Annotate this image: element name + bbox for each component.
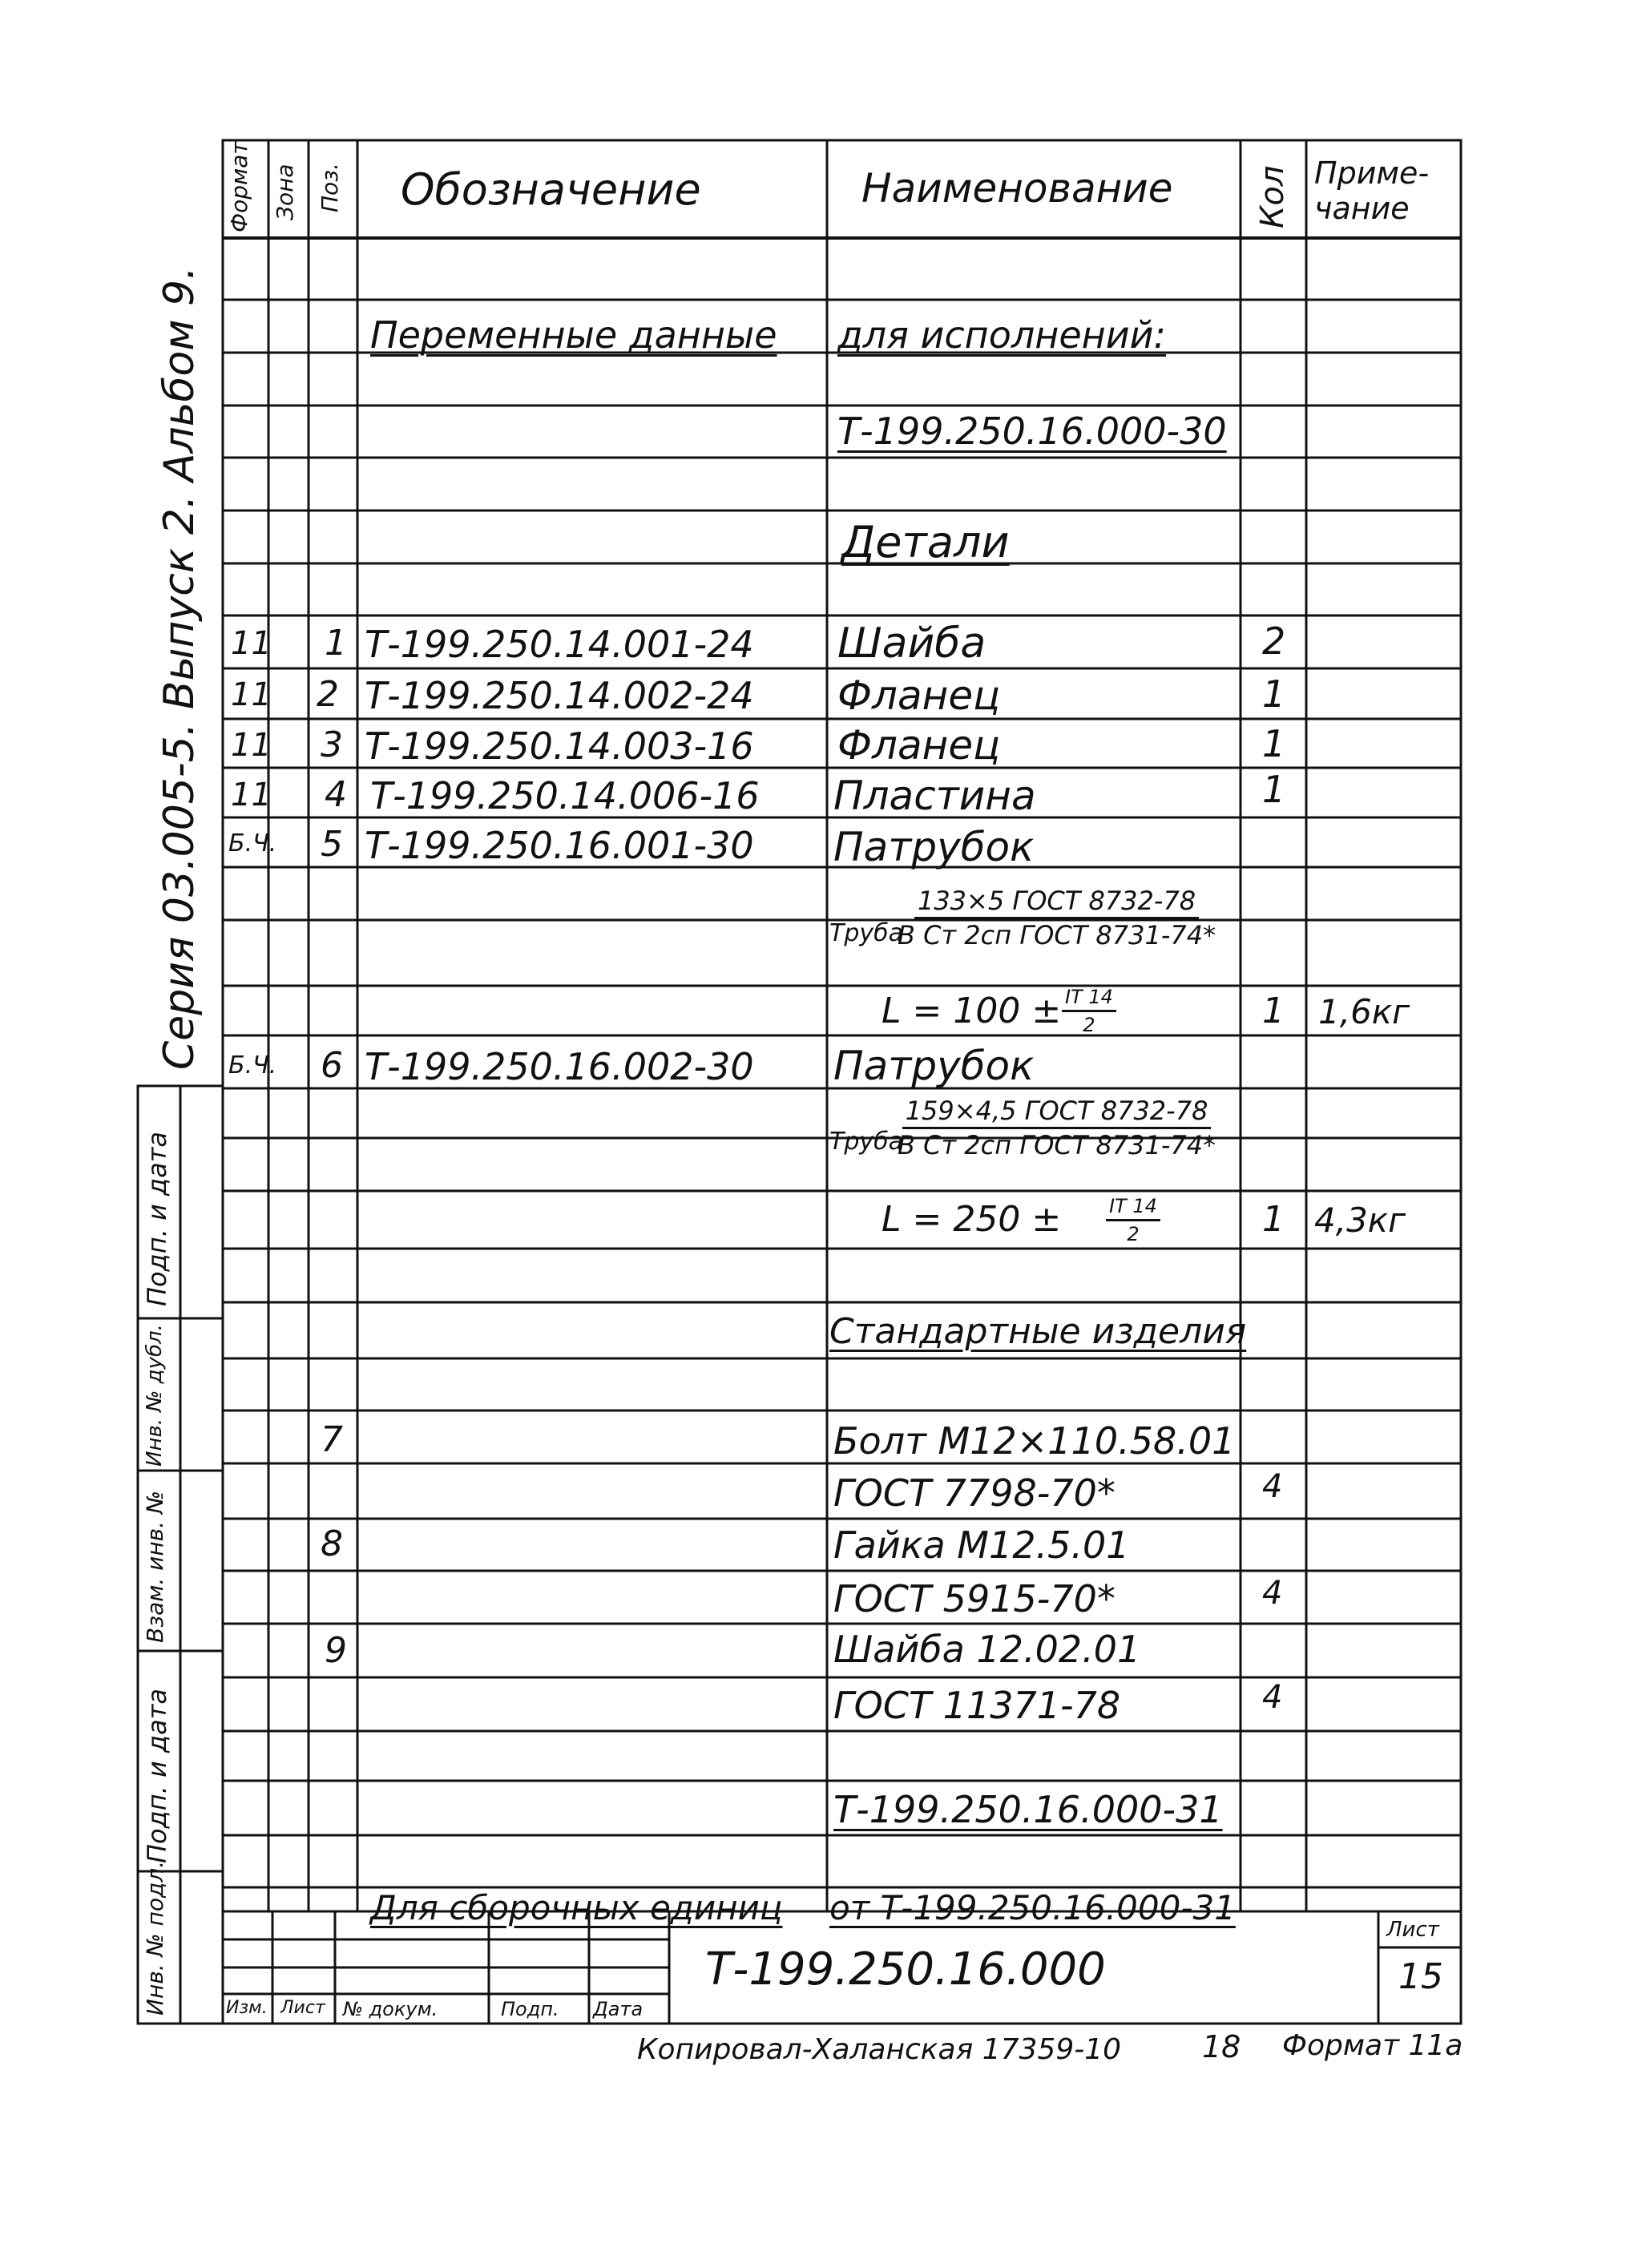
series-label: Серия 03.005-5. Выпуск 2. Альбом 9. bbox=[155, 266, 204, 1070]
row3-pos: 3 bbox=[321, 724, 343, 765]
row6-name: Патрубок bbox=[833, 1043, 1035, 1089]
row2-qty: 1 bbox=[1262, 672, 1286, 716]
stamp-sign-date-2: Подп. и дата bbox=[142, 1689, 172, 1863]
variant-31: Т-199.250.16.000-31 bbox=[833, 1788, 1223, 1831]
row9-qty: 4 bbox=[1262, 1679, 1283, 1716]
row8-gost: ГОСТ 5915-70* bbox=[833, 1577, 1116, 1620]
title-sheet-number: 15 bbox=[1398, 1956, 1443, 1997]
row2-format: 11 bbox=[231, 676, 272, 713]
title-izm: Изм. bbox=[226, 1998, 268, 2018]
header-designation: Обозначение bbox=[401, 164, 701, 215]
row5-pipe-word: Труба bbox=[829, 919, 904, 947]
header-name: Наименование bbox=[861, 165, 1173, 212]
row4-format: 11 bbox=[231, 777, 272, 813]
header-qty: Кол bbox=[1254, 165, 1291, 228]
row6-tolerance-numerator: IT 14 bbox=[1106, 1197, 1160, 1221]
row5-designation: Т-199.250.16.001-30 bbox=[365, 824, 754, 867]
row5-name: Патрубок bbox=[833, 824, 1035, 870]
row4-designation: Т-199.250.14.006-16 bbox=[370, 774, 760, 817]
footer-number: 18 bbox=[1202, 2029, 1241, 2064]
row6-tolerance bbox=[1106, 1197, 1160, 1244]
row5-qty: 1 bbox=[1262, 991, 1285, 1031]
row1-pos: 1 bbox=[325, 623, 347, 664]
header-note: Приме-чание bbox=[1314, 155, 1430, 226]
row7-gost: ГОСТ 7798-70* bbox=[833, 1471, 1116, 1515]
row6-pipe-numerator: 159×4,5 ГОСТ 8732-78 bbox=[902, 1098, 1212, 1129]
row9-pos: 9 bbox=[325, 1630, 347, 1671]
row4-qty: 1 bbox=[1262, 768, 1286, 811]
row7-qty: 4 bbox=[1262, 1468, 1283, 1505]
row6-tolerance-denominator: 2 bbox=[1127, 1223, 1140, 1245]
title-list: Лист bbox=[280, 1998, 325, 2018]
row3-format: 11 bbox=[231, 727, 272, 764]
stamp-replace-inv: Взам. инв. № bbox=[142, 1490, 168, 1643]
row5-pipe-denominator: В Ст 2сп ГОСТ 8731-74* bbox=[898, 920, 1216, 950]
title-sheet-label: Лист bbox=[1386, 1918, 1439, 1942]
row2-pos: 2 bbox=[317, 674, 339, 715]
row1-name: Шайба bbox=[837, 619, 986, 668]
row9-gost: ГОСТ 11371-78 bbox=[833, 1684, 1121, 1727]
row5-length: L = 100 ± bbox=[882, 991, 1062, 1031]
stamp-sign-date-1: Подп. и дата bbox=[142, 1132, 172, 1306]
title-date: Дата bbox=[593, 1998, 643, 2020]
title-sign: Подп. bbox=[501, 1998, 559, 2020]
title-doc-no: № докум. bbox=[343, 1998, 438, 2020]
row5-pipe-spec bbox=[898, 888, 1216, 948]
row5-note: 1,6кг bbox=[1318, 992, 1410, 1031]
row3-designation: Т-199.250.14.003-16 bbox=[365, 724, 754, 768]
row5-format: Б.Ч. bbox=[228, 829, 277, 858]
row6-qty: 1 bbox=[1262, 1199, 1285, 1240]
row7-name: Болт М12×110.58.01 bbox=[833, 1419, 1236, 1463]
row6-pipe-spec bbox=[898, 1098, 1216, 1158]
row9-name: Шайба 12.02.01 bbox=[833, 1628, 1141, 1671]
row5-tolerance-numerator: IT 14 bbox=[1062, 987, 1116, 1012]
row1-designation: Т-199.250.14.001-24 bbox=[365, 623, 754, 666]
footer-copied: Копировал-Халанская 17359-10 bbox=[637, 2033, 1122, 2066]
row7-pos: 7 bbox=[321, 1419, 343, 1460]
header-zone: Зона bbox=[272, 163, 298, 220]
row1-qty: 2 bbox=[1262, 619, 1286, 663]
variant-30: Т-199.250.16.000-30 bbox=[837, 410, 1227, 453]
row8-name: Гайка М12.5.01 bbox=[833, 1523, 1130, 1567]
row6-pipe-word: Труба bbox=[829, 1128, 904, 1156]
row8-qty: 4 bbox=[1262, 1575, 1283, 1612]
row6-length: L = 250 ± bbox=[882, 1199, 1062, 1240]
row4-name: Пластина bbox=[833, 773, 1036, 819]
footer-format: Формат 11а bbox=[1282, 2029, 1463, 2062]
row6-pipe-denominator: В Ст 2сп ГОСТ 8731-74* bbox=[898, 1130, 1216, 1160]
row6-designation: Т-199.250.16.002-30 bbox=[365, 1045, 754, 1088]
assembly-units-label: Для сборочных единиц bbox=[370, 1888, 783, 1927]
row3-name: Фланец bbox=[837, 722, 1001, 769]
details-heading: Детали bbox=[841, 517, 1010, 567]
standard-items-heading: Стандартные изделия bbox=[829, 1311, 1247, 1352]
variants-label: для исполнений: bbox=[837, 313, 1167, 357]
title-designation: Т-199.250.16.000 bbox=[705, 1943, 1106, 1996]
row8-pos: 8 bbox=[321, 1523, 343, 1564]
stamp-dup-inv: Инв. № дубл. bbox=[143, 1324, 167, 1467]
header-format: Формат bbox=[226, 141, 252, 232]
assembly-units-ref: от Т-199.250.16.000-31 bbox=[829, 1888, 1236, 1927]
row2-designation: Т-199.250.14.002-24 bbox=[365, 674, 754, 717]
row5-tolerance bbox=[1062, 987, 1116, 1035]
row6-pos: 6 bbox=[321, 1045, 343, 1086]
row1-format: 11 bbox=[231, 625, 272, 662]
row6-format: Б.Ч. bbox=[228, 1051, 277, 1080]
row6-note: 4,3кг bbox=[1314, 1201, 1406, 1240]
row5-pos: 5 bbox=[321, 824, 343, 865]
stamp-orig-inv: Инв. № подл. bbox=[142, 1860, 168, 2016]
row3-qty: 1 bbox=[1262, 722, 1286, 765]
row5-pipe-numerator: 133×5 ГОСТ 8732-78 bbox=[914, 888, 1199, 919]
row2-name: Фланец bbox=[837, 672, 1001, 719]
row5-tolerance-denominator: 2 bbox=[1083, 1014, 1095, 1036]
row4-pos: 4 bbox=[325, 774, 347, 815]
variable-data-label: Переменные данные bbox=[370, 313, 777, 357]
header-pos: Поз. bbox=[317, 163, 343, 212]
